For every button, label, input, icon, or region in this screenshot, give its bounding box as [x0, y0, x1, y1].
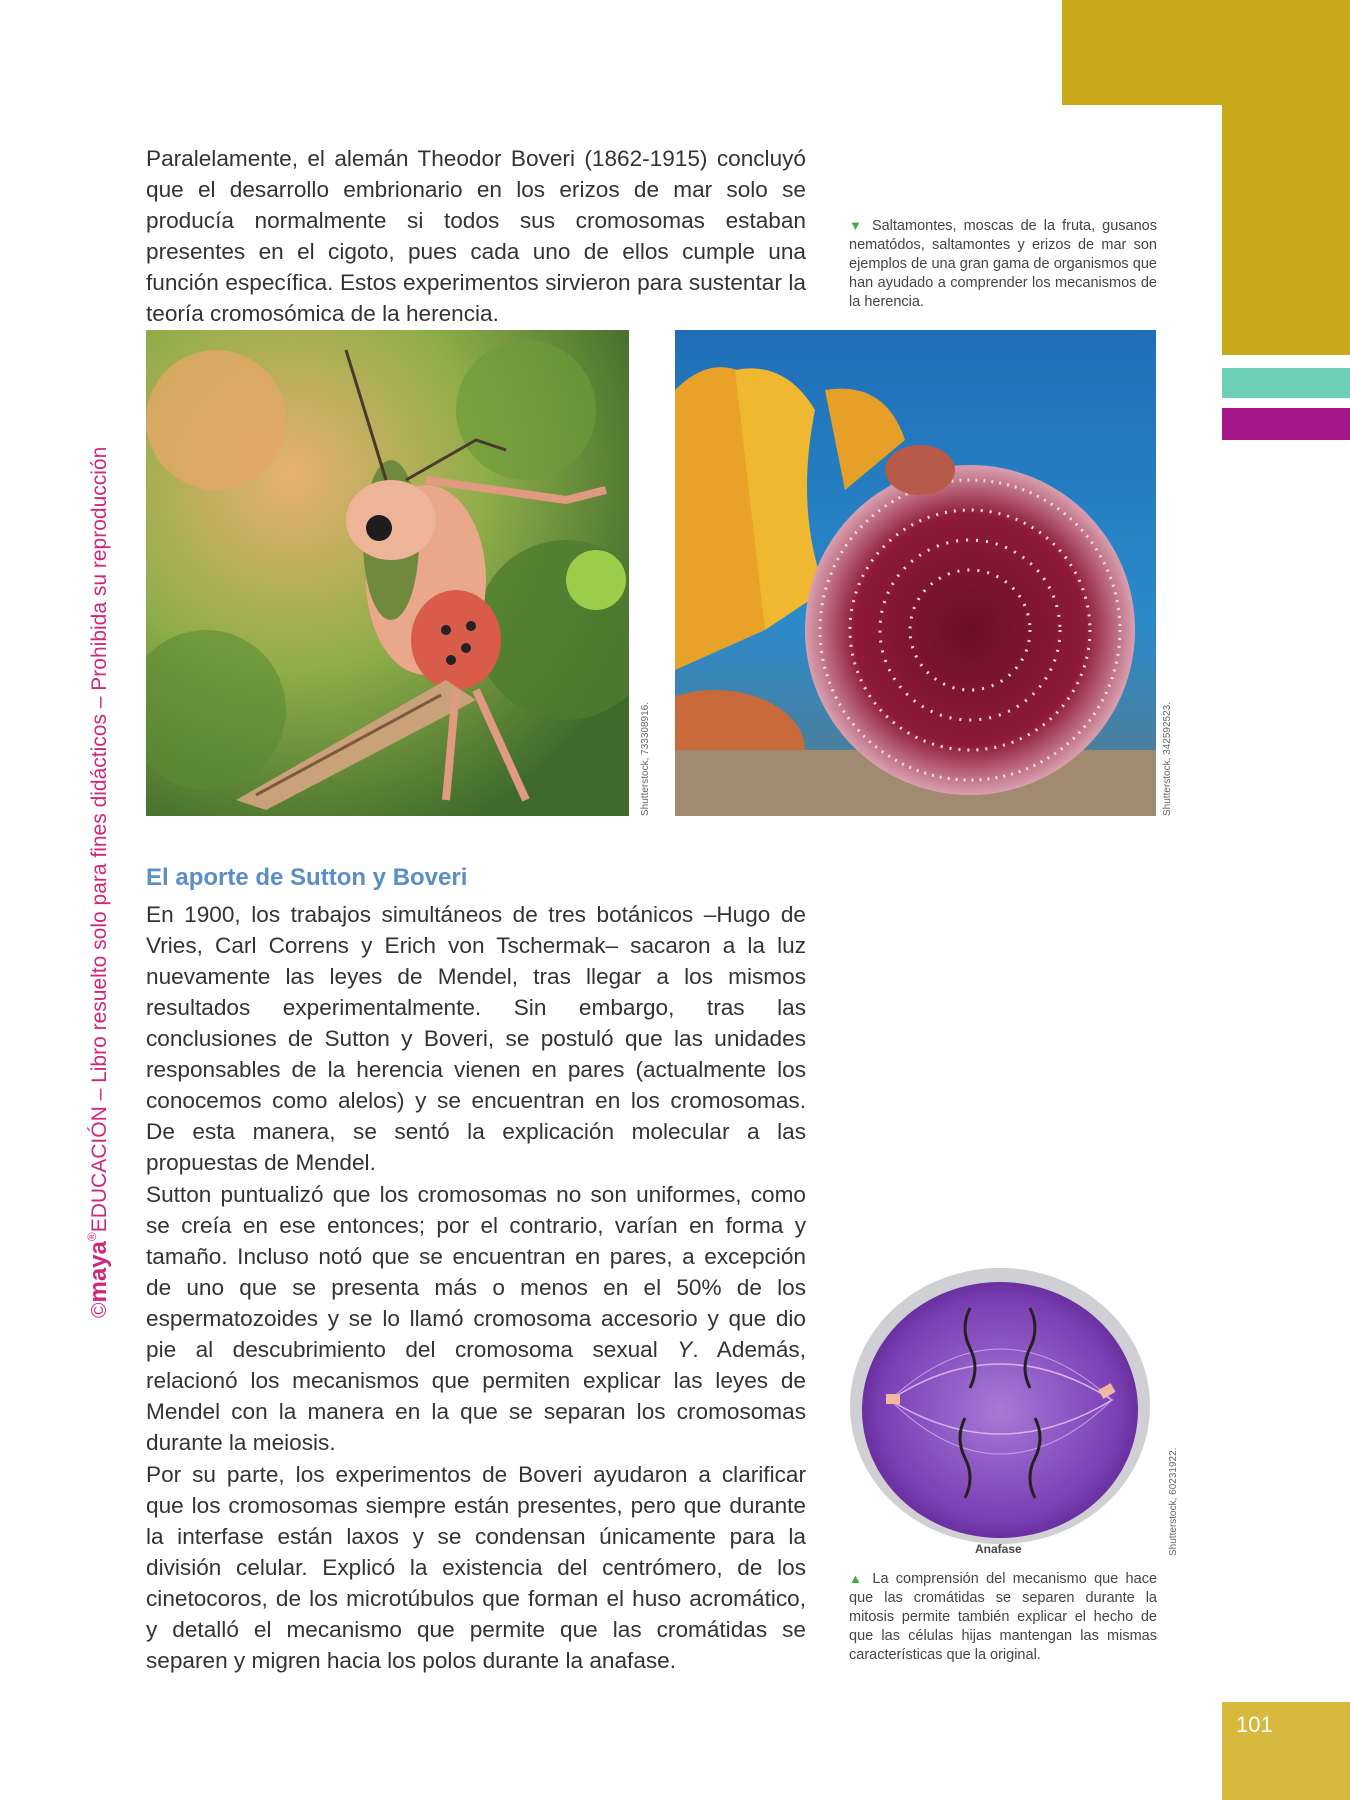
section-heading: El aporte de Sutton y Boveri — [146, 864, 468, 891]
credit-anafase: Shutterstock, 60231922. — [1168, 1447, 1179, 1556]
page-number: 101 — [1236, 1712, 1273, 1737]
grasshopper-photo — [146, 330, 629, 816]
credit-grasshopper: Shutterstock, 733308916. — [640, 702, 651, 816]
paragraph-boveri: Por su parte, los experimentos de Boveri ayudaron a clarificar que los cromosomas siempre están presentes, pero que durante la interfase están laxos y se condensan únicamente para la división celular. Explicó la existencia del centrómero, de los cinetocoros, de los microtúbulos que forman el huso acromático, y detalló el mecanismo que permite que las cromátidas se separen y migren hacia los polos durante la anafase. — [146, 1462, 806, 1673]
triangle-up-icon: ▲ — [849, 1571, 866, 1586]
sea-urchin-photo — [675, 330, 1156, 816]
brand-logo: maya — [85, 1241, 112, 1303]
figure-label-anafase: Anafase — [975, 1542, 1022, 1556]
sidebar-copyright: ©maya®EDUCACIÓN – Libro resuelto solo para fines didácticos – Prohibida su reproducción — [85, 446, 112, 1318]
credit-urchin: Shutterstock, 342592523. — [1162, 702, 1173, 816]
anafase-figure — [850, 1268, 1150, 1558]
paragraph-sutton: Sutton puntualizó que los cromosomas no son uniformes, como se creía en ese entonces; por el contrario, varían en forma y tamaño. Incluso notó que se encuentran en pares, a excepción de uno que se presenta más o menos en el 50% de los espermatozoides y se lo llamó cromosoma accesorio y que dio pie al descubrimiento del cromosoma sexual Y. Además, relacionó los mecanismos que permiten explicar las leyes de Mendel con la manera en la que se separan los cromosomas durante la meiosis. — [146, 1182, 806, 1455]
paragraph-mendel: En 1900, los trabajos simultáneos de tres botánicos –Hugo de Vries, Carl Correns y Erich von Tschermak– sacaron a la luz nuevamente las leyes de Mendel, tras llegar a los mismos resultados experimentalmente. Sin embargo, tras las conclusiones de Sutton y Boveri, se postuló que las unidades responsables de la herencia vienen en pares (actualmente los conocemos como alelos) y se encuentran en los cromosomas. De esta manera, se sentó la explicación molecular a las propuestas de Mendel. — [146, 902, 806, 1175]
caption-organisms: ▼ Saltamontes, moscas de la fruta, gusanos nematódos, saltamontes y erizos de mar son ejemplos de una gran gama de organismos que han ayudado a comprender los mecanismos de la herencia. — [849, 218, 1157, 310]
caption-mitosis: ▲ La comprensión del mecanismo que hace que las cromátidas se separen durante la mitosis permite también explicar el hecho de que las células hijas mantengan las mismas características que la original. — [849, 1571, 1158, 1663]
triangle-down-icon: ▼ — [849, 218, 865, 233]
header-gold-block — [1062, 0, 1350, 105]
side-gold-bar — [1222, 105, 1350, 355]
teal-stripe — [1222, 368, 1350, 398]
intro-paragraph: Paralelamente, el alemán Theodor Boveri (1862-1915) concluyó que el desarrollo embrionario en los erizos de mar solo se producía normalmente si todos sus cromosomas estaban presentes en el cigoto, pues cada uno de ellos cumple una función específica. Estos experimentos sirvieron para sustentar la teoría cromosómica de la herencia. — [146, 146, 806, 326]
magenta-stripe — [1222, 408, 1350, 440]
